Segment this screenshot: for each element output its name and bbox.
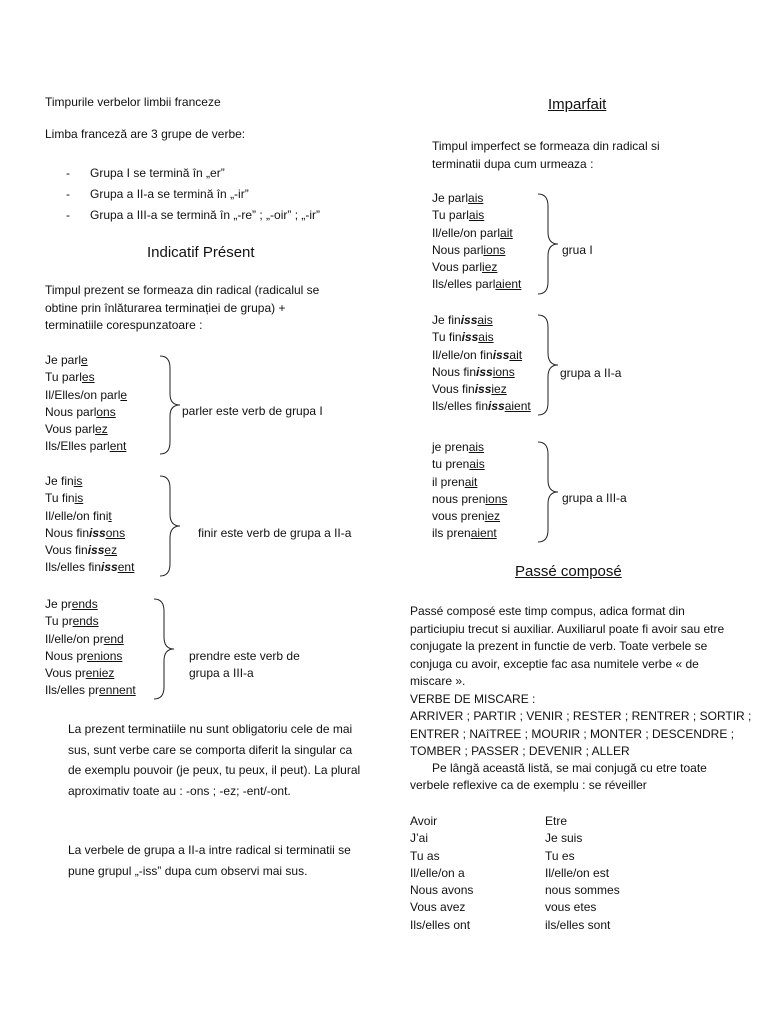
conjugation-line: Tu prends — [45, 614, 99, 629]
brace-icon — [152, 597, 176, 701]
conjugation-line: Il/elle/on a — [410, 865, 465, 880]
brace-icon — [158, 354, 182, 456]
groups-list — [45, 163, 320, 226]
imparfait-group3-note: grupa a III-a — [562, 491, 627, 505]
conjugation-line: Tu parlais — [432, 208, 485, 223]
conjugation-line: Nous finissons — [45, 525, 126, 540]
conjugation-line: Vous finissez — [45, 543, 118, 558]
conjugation-line: Nous finissions — [432, 364, 515, 379]
conjugation-line: ils/elles sont — [545, 917, 611, 932]
conjugation-line: Etre — [545, 814, 568, 828]
conjugation-line: ils prenaient — [432, 526, 497, 541]
conjugation-line: Vous parlez — [45, 422, 108, 437]
prendre-conjugation — [45, 596, 136, 700]
passe-compose-intro: Passé composé este timp compus, adica format din particiupiu trecut si auxiliar. Auxiliarul poate fi avoir sau etre conjugate la prezent in functie de verb. Toate verbele se conjuga cu avoir, exceptie fac asa numitele verbe « de miscare ». — [410, 604, 725, 688]
brace-icon — [536, 313, 560, 417]
conjugation-line: tu prenais — [432, 457, 485, 472]
conjugation-line: Ils/elles parlaient — [432, 277, 522, 292]
conjugation-line: vous etes — [545, 900, 597, 915]
conjugation-line: Ils/Elles parlent — [45, 439, 127, 454]
imparfait-group3 — [432, 439, 507, 543]
imparfait-group1 — [432, 190, 521, 294]
list-item: - Grupa I se termină în „er” — [45, 163, 320, 184]
etre-conjugation — [545, 813, 620, 934]
conjugation-line: je prenais — [432, 440, 485, 454]
conjugation-line: Tu finis — [45, 491, 84, 506]
conjugation-line: Je parle — [45, 353, 88, 367]
avoir-conjugation — [410, 813, 473, 934]
conjugation-line: Ils/elles ont — [410, 917, 471, 932]
parler-conjugation — [45, 352, 127, 456]
conjugation-line: Je prends — [45, 597, 98, 611]
conjugation-line: Je suis — [545, 831, 583, 846]
conjugation-line: Nous parlons — [45, 404, 116, 419]
conjugation-line: Il/Elles/on parle — [45, 387, 128, 402]
brace-icon — [536, 192, 560, 296]
passe-compose-title: Passé composé — [515, 563, 622, 580]
conjugation-line: Nous avons — [410, 883, 474, 898]
imparfait-group1-note: grua I — [562, 243, 593, 257]
conjugation-line: Je parlais — [432, 191, 484, 205]
motion-verbs — [410, 691, 751, 760]
conjugation-line: Je finis — [45, 474, 83, 488]
brace-icon — [158, 474, 182, 578]
conjugation-line: Ils/elles finissaient — [432, 399, 531, 414]
conjugation-line: Vous preniez — [45, 666, 115, 681]
reflexive-note: Pe lângă această listă, se mai conjugă cu etre toate verbele reflexive ca de exemplu : se réveiller — [410, 761, 707, 793]
finir-conjugation — [45, 473, 134, 577]
present-intro: Timpul prezent se formeaza din radical (radicalul se obtine prin înlăturarea terminației de grupa) + terminatiile corespunzatoare : — [45, 283, 320, 332]
conjugation-line: J’ai — [410, 831, 429, 846]
conjugation-line: Ils/elles finissent — [45, 560, 135, 575]
conjugation-line: Il/elle/on est — [545, 865, 610, 880]
conjugation-line: Nous prenions — [45, 648, 123, 663]
motion-verbs-line: TOMBER ; PASSER ; DEVENIR ; ALLER — [410, 743, 630, 758]
finir-note: finir este verb de grupa a II-a — [198, 526, 352, 540]
conjugation-line: nous prenions — [432, 491, 508, 506]
brace-icon — [536, 440, 560, 544]
conjugation-line: Il/elle/on finissait — [432, 347, 523, 362]
group2-remark: La verbele de grupa a II-a intre radical si terminatii se pune grupul „-iss” dupa cum observi mai sus. — [68, 843, 351, 878]
conjugation-line: nous sommes — [545, 883, 620, 898]
conjugation-line: vous preniez — [432, 509, 501, 524]
conjugation-line: Il/elle/on parlait — [432, 225, 513, 240]
conjugation-line: Tu as — [410, 848, 440, 863]
list-item: - Grupa a II-a se termină în „-ir” — [45, 184, 320, 205]
conjugation-line: Tu es — [545, 848, 575, 863]
motion-verbs-title: VERBE DE MISCARE : — [410, 692, 536, 706]
conjugation-line: Vous avez — [410, 900, 466, 915]
conjugation-line: Vous parliez — [432, 260, 498, 275]
conjugation-line: Ils/elles prennent — [45, 683, 136, 698]
conjugation-line: Je finissais — [432, 313, 493, 327]
conjugation-line: Tu parles — [45, 370, 95, 385]
document-title: Timpurile verbelor limbii franceze — [45, 95, 221, 109]
prendre-note: prendre este verb de grupa a III-a — [189, 649, 300, 681]
present-remark: La prezent terminatiile nu sunt obligatoriu cele de mai sus, sunt verbe care se comporta diferit la singular ca de exemplu pouvoir (je peux, tu peux, il peut). La plural aproximativ toate au : -ons ; -ez; -ent/-ont. — [68, 722, 361, 798]
conjugation-line: Nous parlions — [432, 242, 506, 257]
groups-intro: Limba franceză are 3 grupe de verbe: — [45, 127, 246, 141]
imparfait-group2-note: grupa a II-a — [560, 366, 622, 380]
motion-verbs-line: ENTRER ; NAîTREE ; MOURIR ; MONTER ; DESCENDRE ; — [410, 726, 735, 741]
imparfait-intro: Timpul imperfect se formeaza din radical si terminatii dupa cum urmeaza : — [432, 139, 660, 171]
conjugation-line: Il/elle/on finit — [45, 508, 112, 523]
conjugation-line: Vous finissiez — [432, 382, 507, 397]
motion-verbs-line: ARRIVER ; PARTIR ; VENIR ; RESTER ; RENTRER ; SORTIR ; — [410, 709, 752, 724]
conjugation-line: Tu finissais — [432, 330, 494, 345]
list-item: - Grupa a III-a se termină în „-re” ; „-oir” ; „-ir” — [45, 205, 320, 226]
present-title: Indicatif Présent — [147, 244, 255, 261]
parler-note: parler este verb de grupa I — [182, 404, 323, 418]
conjugation-line: Il/elle/on prend — [45, 631, 124, 646]
imparfait-title: Imparfait — [548, 96, 607, 113]
conjugation-line: Avoir — [410, 814, 438, 828]
imparfait-group2 — [432, 312, 531, 416]
conjugation-line: il prenait — [432, 474, 478, 489]
